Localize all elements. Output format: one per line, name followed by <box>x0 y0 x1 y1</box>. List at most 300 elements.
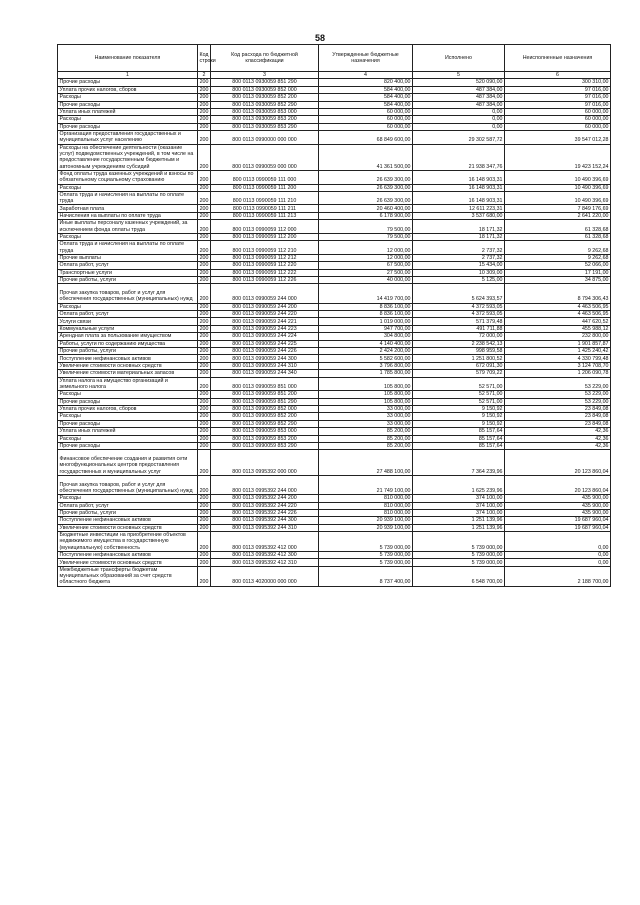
approved-amount-cell: 33 000,00 <box>319 420 413 427</box>
row-name-cell: Расходы <box>58 435 198 442</box>
unexecuted-amount-cell: 42,36 <box>505 428 611 435</box>
approved-amount-cell: 8 737 400,00 <box>319 566 413 586</box>
budget-code-cell: 800 0113 0990059 244 000 <box>211 284 319 303</box>
column-number: 2 <box>198 72 211 79</box>
header-unexecuted: Неисполненные назначения <box>505 45 611 72</box>
row-name-cell: Прочие работы, услуги <box>58 277 198 284</box>
row-name-cell: Оплата труда и начисления на выплаты по оплате труда <box>58 191 198 205</box>
row-name-cell: Расходы <box>58 413 198 420</box>
approved-amount-cell: 12 000,00 <box>319 241 413 255</box>
row-code-cell: 200 <box>198 277 211 284</box>
approved-amount-cell: 5 739 000,00 <box>319 532 413 552</box>
budget-code-cell: 800 0113 0990059 112 220 <box>211 262 319 269</box>
table-row <box>58 101 611 108</box>
executed-amount-cell: 52 571,00 <box>413 398 505 405</box>
row-name-cell: Уплата иных платежей <box>58 108 198 115</box>
row-code-cell: 200 <box>198 442 211 449</box>
approved-amount-cell: 79 500,00 <box>319 220 413 234</box>
row-name-cell: Межбюджетные трансферты бюджетам муниципальных образований за счет средств областного бюджета <box>58 566 198 586</box>
row-name-cell: Прочие работы, услуги <box>58 348 198 355</box>
approved-amount-cell: 304 800,00 <box>319 333 413 340</box>
table-row <box>58 362 611 369</box>
budget-code-cell: 800 0113 0990059 111 213 <box>211 212 319 219</box>
unexecuted-amount-cell: 61 328,68 <box>505 220 611 234</box>
executed-amount-cell: 0,00 <box>413 123 505 130</box>
approved-amount-cell: 810 000,00 <box>319 502 413 509</box>
executed-amount-cell: 18 171,32 <box>413 233 505 240</box>
budget-code-cell: 800 0113 0990059 112 226 <box>211 277 319 284</box>
approved-amount-cell: 14 419 700,00 <box>319 284 413 303</box>
executed-amount-cell: 1 625 239,96 <box>413 475 505 494</box>
budget-code-cell: 800 0113 0930059 852 000 <box>211 86 319 93</box>
executed-amount-cell: 1 251 139,96 <box>413 524 505 531</box>
approved-amount-cell: 20 939 100,00 <box>319 517 413 524</box>
row-name-cell: Расходы <box>58 495 198 502</box>
executed-amount-cell: 9 150,92 <box>413 413 505 420</box>
table-row <box>58 108 611 115</box>
budget-code-cell: 800 0113 0990059 112 000 <box>211 220 319 234</box>
row-code-cell: 200 <box>198 502 211 509</box>
row-name-cell: Оплата работ, услуг <box>58 262 198 269</box>
budget-code-cell: 800 0113 0990059 244 300 <box>211 355 319 362</box>
unexecuted-amount-cell: 60 000,00 <box>505 108 611 115</box>
row-name-cell: Начисления на выплаты по оплате труда <box>58 212 198 219</box>
approved-amount-cell: 40 000,00 <box>319 277 413 284</box>
table-row <box>58 398 611 405</box>
table-row <box>58 191 611 205</box>
executed-amount-cell: 579 709,22 <box>413 370 505 377</box>
page-number: 58 <box>314 33 325 43</box>
executed-amount-cell: 9 150,92 <box>413 420 505 427</box>
table-row <box>58 325 611 332</box>
approved-amount-cell: 60 000,00 <box>319 123 413 130</box>
approved-amount-cell: 85 200,00 <box>319 442 413 449</box>
approved-amount-cell: 810 000,00 <box>319 510 413 517</box>
table-row <box>58 333 611 340</box>
unexecuted-amount-cell: 300 310,00 <box>505 79 611 86</box>
budget-code-cell: 800 0113 0990059 244 225 <box>211 340 319 347</box>
row-code-cell: 200 <box>198 123 211 130</box>
approved-amount-cell: 68 849 600,00 <box>319 131 413 145</box>
table-row <box>58 86 611 93</box>
budget-code-cell: 800 0113 0990059 000 000 <box>211 144 319 170</box>
unexecuted-amount-cell: 10 490 396,69 <box>505 170 611 184</box>
budget-code-cell: 800 0113 0990059 852 000 <box>211 405 319 412</box>
table-row <box>58 566 611 586</box>
unexecuted-amount-cell: 23 849,08 <box>505 405 611 412</box>
row-code-cell: 200 <box>198 475 211 494</box>
unexecuted-amount-cell: 19 687 960,04 <box>505 524 611 531</box>
budget-code-cell: 800 0113 0995392 244 000 <box>211 475 319 494</box>
budget-code-cell: 800 0113 0990059 244 200 <box>211 303 319 310</box>
row-name-cell: Расходы <box>58 184 198 191</box>
row-code-cell: 200 <box>198 233 211 240</box>
table-row <box>58 340 611 347</box>
row-code-cell: 200 <box>198 108 211 115</box>
row-code-cell: 200 <box>198 510 211 517</box>
unexecuted-amount-cell: 232 800,00 <box>505 333 611 340</box>
unexecuted-amount-cell: 1 901 857,87 <box>505 340 611 347</box>
budget-code-cell: 800 0113 0995392 412 000 <box>211 532 319 552</box>
executed-amount-cell: 5 739 000,00 <box>413 532 505 552</box>
executed-amount-cell: 6 548 700,00 <box>413 566 505 586</box>
table-row <box>58 233 611 240</box>
row-code-cell: 200 <box>198 405 211 412</box>
unexecuted-amount-cell: 4 463 506,95 <box>505 303 611 310</box>
unexecuted-amount-cell: 53 229,00 <box>505 391 611 398</box>
executed-amount-cell: 374 100,00 <box>413 502 505 509</box>
executed-amount-cell: 52 571,00 <box>413 377 505 391</box>
approved-amount-cell: 584 400,00 <box>319 86 413 93</box>
table-row <box>58 435 611 442</box>
row-code-cell: 200 <box>198 311 211 318</box>
table-row <box>58 212 611 219</box>
row-code-cell: 200 <box>198 377 211 391</box>
budget-execution-table <box>57 44 611 587</box>
budget-code-cell: 800 0113 0990059 244 224 <box>211 333 319 340</box>
budget-code-cell: 800 0113 0995392 244 220 <box>211 502 319 509</box>
row-code-cell: 200 <box>198 333 211 340</box>
row-name-cell: Транспортные услуги <box>58 269 198 276</box>
row-name-cell: Уплата налога на имущество организаций и земельного налога <box>58 377 198 391</box>
row-code-cell: 200 <box>198 144 211 170</box>
row-name-cell: Прочие расходы <box>58 123 198 130</box>
executed-amount-cell: 2 238 542,13 <box>413 340 505 347</box>
unexecuted-amount-cell: 97 016,00 <box>505 101 611 108</box>
budget-code-cell: 800 0113 0990000 000 000 <box>211 131 319 145</box>
executed-amount-cell: 2 737,32 <box>413 254 505 261</box>
header-executed: Исполнено <box>413 45 505 72</box>
executed-amount-cell: 491 711,88 <box>413 325 505 332</box>
table-row <box>58 123 611 130</box>
column-number-row <box>58 72 611 79</box>
executed-amount-cell: 374 100,00 <box>413 495 505 502</box>
table-row <box>58 355 611 362</box>
executed-amount-cell: 4 372 593,05 <box>413 311 505 318</box>
row-code-cell: 200 <box>198 220 211 234</box>
table-row <box>58 502 611 509</box>
row-code-cell: 200 <box>198 552 211 559</box>
table-row <box>58 170 611 184</box>
executed-amount-cell: 1 251 139,96 <box>413 517 505 524</box>
budget-code-cell: 800 0113 0990059 851 290 <box>211 398 319 405</box>
row-code-cell: 200 <box>198 340 211 347</box>
row-code-cell: 200 <box>198 191 211 205</box>
budget-code-cell: 800 0113 0990059 244 220 <box>211 311 319 318</box>
unexecuted-amount-cell: 19 423 152,24 <box>505 144 611 170</box>
table-row <box>58 311 611 318</box>
row-name-cell: Оплата работ, услуг <box>58 311 198 318</box>
row-name-cell: Организация предоставления государственных и муниципальных услуг населению <box>58 131 198 145</box>
unexecuted-amount-cell: 4 330 799,48 <box>505 355 611 362</box>
table-row <box>58 495 611 502</box>
table-row <box>58 442 611 449</box>
header-row <box>58 45 611 72</box>
budget-code-cell: 800 0113 0990059 112 212 <box>211 254 319 261</box>
budget-code-cell: 800 0113 0930059 852 200 <box>211 94 319 101</box>
approved-amount-cell: 85 200,00 <box>319 428 413 435</box>
approved-amount-cell: 584 400,00 <box>319 94 413 101</box>
unexecuted-amount-cell: 1 425 240,42 <box>505 348 611 355</box>
row-name-cell: Увеличение стоимости основных средств <box>58 524 198 531</box>
unexecuted-amount-cell: 2 188 700,00 <box>505 566 611 586</box>
budget-code-cell: 800 0113 0990059 111 211 <box>211 205 319 212</box>
unexecuted-amount-cell: 19 687 960,04 <box>505 517 611 524</box>
approved-amount-cell: 5 582 600,00 <box>319 355 413 362</box>
approved-amount-cell: 26 639 300,00 <box>319 191 413 205</box>
approved-amount-cell: 60 000,00 <box>319 108 413 115</box>
budget-code-cell: 800 0113 0930059 852 290 <box>211 101 319 108</box>
unexecuted-amount-cell: 61 328,68 <box>505 233 611 240</box>
budget-code-cell: 800 0113 0990059 112 210 <box>211 241 319 255</box>
unexecuted-amount-cell: 60 000,00 <box>505 123 611 130</box>
executed-amount-cell: 85 157,64 <box>413 442 505 449</box>
budget-code-cell: 800 0113 0930059 851 290 <box>211 79 319 86</box>
row-name-cell: Поступление нефинансовых активов <box>58 355 198 362</box>
budget-code-cell: 800 0113 0990059 244 310 <box>211 362 319 369</box>
unexecuted-amount-cell: 0,00 <box>505 559 611 566</box>
row-code-cell: 200 <box>198 532 211 552</box>
approved-amount-cell: 810 000,00 <box>319 495 413 502</box>
table-row <box>58 510 611 517</box>
table-row <box>58 144 611 170</box>
executed-amount-cell: 4 372 593,05 <box>413 303 505 310</box>
budget-code-cell: 800 0113 0995392 000 000 <box>211 450 319 476</box>
row-code-cell: 200 <box>198 559 211 566</box>
executed-amount-cell: 7 364 239,96 <box>413 450 505 476</box>
row-name-cell: Расходы <box>58 303 198 310</box>
table-row <box>58 220 611 234</box>
table-row <box>58 405 611 412</box>
row-name-cell: Уплата иных платежей <box>58 428 198 435</box>
unexecuted-amount-cell: 8 794 306,43 <box>505 284 611 303</box>
row-code-cell: 200 <box>198 284 211 303</box>
row-name-cell: Прочие расходы <box>58 420 198 427</box>
approved-amount-cell: 26 639 300,00 <box>319 184 413 191</box>
table-row <box>58 94 611 101</box>
unexecuted-amount-cell: 4 463 506,95 <box>505 311 611 318</box>
header-approved: Утвержденные бюджетные назначения <box>319 45 413 72</box>
table-row <box>58 131 611 145</box>
budget-code-cell: 800 0113 0990059 244 223 <box>211 325 319 332</box>
row-code-cell: 200 <box>198 269 211 276</box>
table-row <box>58 413 611 420</box>
budget-code-cell: 800 0113 0930059 853 200 <box>211 116 319 123</box>
budget-code-cell: 800 0113 0990059 244 340 <box>211 370 319 377</box>
row-code-cell: 200 <box>198 303 211 310</box>
budget-code-cell: 800 0113 0995392 244 200 <box>211 495 319 502</box>
row-name-cell: Расходы <box>58 233 198 240</box>
budget-code-cell: 800 0113 0995392 244 226 <box>211 510 319 517</box>
row-name-cell: Расходы <box>58 391 198 398</box>
row-code-cell: 200 <box>198 116 211 123</box>
unexecuted-amount-cell: 3 124 708,70 <box>505 362 611 369</box>
table-row <box>58 254 611 261</box>
approved-amount-cell: 21 749 100,00 <box>319 475 413 494</box>
executed-amount-cell: 21 938 347,76 <box>413 144 505 170</box>
row-code-cell: 200 <box>198 391 211 398</box>
row-code-cell: 200 <box>198 517 211 524</box>
approved-amount-cell: 33 000,00 <box>319 413 413 420</box>
row-code-cell: 200 <box>198 131 211 145</box>
executed-amount-cell: 72 000,00 <box>413 333 505 340</box>
row-code-cell: 200 <box>198 86 211 93</box>
executed-amount-cell: 52 571,00 <box>413 391 505 398</box>
executed-amount-cell: 487 384,00 <box>413 94 505 101</box>
budget-code-cell: 800 0113 0990059 111 210 <box>211 191 319 205</box>
table-row <box>58 377 611 391</box>
row-name-cell: Прочие работы, услуги <box>58 510 198 517</box>
approved-amount-cell: 584 400,00 <box>319 101 413 108</box>
row-code-cell: 200 <box>198 212 211 219</box>
row-name-cell: Работы, услуги по содержанию имущества <box>58 340 198 347</box>
table-row <box>58 532 611 552</box>
budget-code-cell: 800 0113 0990059 851 000 <box>211 377 319 391</box>
approved-amount-cell: 8 836 100,00 <box>319 311 413 318</box>
budget-code-cell: 800 0113 0990059 851 200 <box>211 391 319 398</box>
row-code-cell: 200 <box>198 262 211 269</box>
table-row <box>58 348 611 355</box>
approved-amount-cell: 105 800,00 <box>319 398 413 405</box>
approved-amount-cell: 4 140 400,00 <box>319 340 413 347</box>
unexecuted-amount-cell: 2 641 220,00 <box>505 212 611 219</box>
budget-code-cell: 800 0113 0990059 853 290 <box>211 442 319 449</box>
executed-amount-cell: 0,00 <box>413 108 505 115</box>
row-name-cell: Коммунальные услуги <box>58 325 198 332</box>
table-row <box>58 524 611 531</box>
executed-amount-cell: 29 302 587,72 <box>413 131 505 145</box>
unexecuted-amount-cell: 7 849 176,69 <box>505 205 611 212</box>
row-name-cell: Увеличение стоимости основных средств <box>58 362 198 369</box>
row-name-cell: Увеличение стоимости основных средств <box>58 559 198 566</box>
header-name: Наименование показателя <box>58 45 198 72</box>
approved-amount-cell: 2 424 200,00 <box>319 348 413 355</box>
executed-amount-cell: 1 251 800,52 <box>413 355 505 362</box>
row-name-cell: Оплата труда и начисления на выплаты по оплате труда <box>58 241 198 255</box>
executed-amount-cell: 3 537 680,00 <box>413 212 505 219</box>
table-row <box>58 370 611 377</box>
column-number: 4 <box>319 72 413 79</box>
row-name-cell: Прочие расходы <box>58 101 198 108</box>
column-number: 6 <box>505 72 611 79</box>
unexecuted-amount-cell: 23 849,08 <box>505 420 611 427</box>
budget-code-cell: 800 0113 4020000 000 000 <box>211 566 319 586</box>
table-row <box>58 517 611 524</box>
budget-code-cell: 800 0113 0995392 244 300 <box>211 517 319 524</box>
row-name-cell: Бюджетные инвестиции на приобретение объектов недвижимого имущества в государственную (муниципальную) собственность <box>58 532 198 552</box>
unexecuted-amount-cell: 53 229,00 <box>505 377 611 391</box>
executed-amount-cell: 520 090,00 <box>413 79 505 86</box>
table-row <box>58 428 611 435</box>
row-name-cell: Заработная плата <box>58 205 198 212</box>
budget-code-cell: 800 0113 0995392 412 310 <box>211 559 319 566</box>
budget-code-cell: 800 0113 0995392 244 310 <box>211 524 319 531</box>
executed-amount-cell: 16 148 903,31 <box>413 184 505 191</box>
row-name-cell: Поступление нефинансовых активов <box>58 517 198 524</box>
unexecuted-amount-cell: 23 849,08 <box>505 413 611 420</box>
budget-code-cell: 800 0113 0990059 244 221 <box>211 318 319 325</box>
budget-code-cell: 800 0113 0990059 244 226 <box>211 348 319 355</box>
row-code-cell: 200 <box>198 435 211 442</box>
row-name-cell: Уплата прочих налогов, сборов <box>58 405 198 412</box>
unexecuted-amount-cell: 42,36 <box>505 442 611 449</box>
approved-amount-cell: 20 939 100,00 <box>319 524 413 531</box>
row-name-cell: Оплата работ, услуг <box>58 502 198 509</box>
row-code-cell: 200 <box>198 318 211 325</box>
unexecuted-amount-cell: 10 490 396,69 <box>505 191 611 205</box>
executed-amount-cell: 998 959,58 <box>413 348 505 355</box>
row-name-cell: Уплата прочих налогов, сборов <box>58 86 198 93</box>
table-row <box>58 303 611 310</box>
table-row <box>58 475 611 494</box>
executed-amount-cell: 18 171,32 <box>413 220 505 234</box>
unexecuted-amount-cell: 60 000,00 <box>505 116 611 123</box>
row-name-cell: Прочие расходы <box>58 398 198 405</box>
executed-amount-cell: 571 379,48 <box>413 318 505 325</box>
budget-code-cell: 800 0113 0995392 412 300 <box>211 552 319 559</box>
unexecuted-amount-cell: 0,00 <box>505 532 611 552</box>
approved-amount-cell: 20 460 400,00 <box>319 205 413 212</box>
unexecuted-amount-cell: 52 066,00 <box>505 262 611 269</box>
budget-code-cell: 800 0113 0930059 853 290 <box>211 123 319 130</box>
executed-amount-cell: 10 309,00 <box>413 269 505 276</box>
header-budget-code: Код расхода по бюджетной классификации <box>211 45 319 72</box>
executed-amount-cell: 5 739 000,00 <box>413 552 505 559</box>
approved-amount-cell: 3 796 800,00 <box>319 362 413 369</box>
budget-code-cell: 800 0113 0990059 852 200 <box>211 413 319 420</box>
executed-amount-cell: 2 737,32 <box>413 241 505 255</box>
approved-amount-cell: 79 500,00 <box>319 233 413 240</box>
row-code-cell: 200 <box>198 325 211 332</box>
unexecuted-amount-cell: 447 620,52 <box>505 318 611 325</box>
unexecuted-amount-cell: 42,36 <box>505 435 611 442</box>
executed-amount-cell: 5 125,00 <box>413 277 505 284</box>
row-name-cell: Иные выплаты персоналу казенных учреждений, за исключением фонда оплаты труда <box>58 220 198 234</box>
unexecuted-amount-cell: 0,00 <box>505 552 611 559</box>
executed-amount-cell: 85 157,64 <box>413 428 505 435</box>
row-name-cell: Поступление нефинансовых активов <box>58 552 198 559</box>
row-code-cell: 200 <box>198 362 211 369</box>
executed-amount-cell: 487 384,00 <box>413 101 505 108</box>
budget-code-cell: 800 0113 0990059 111 200 <box>211 184 319 191</box>
unexecuted-amount-cell: 34 875,00 <box>505 277 611 284</box>
table-row <box>58 552 611 559</box>
approved-amount-cell: 1 785 800,00 <box>319 370 413 377</box>
table-row <box>58 205 611 212</box>
approved-amount-cell: 6 178 900,00 <box>319 212 413 219</box>
budget-code-cell: 800 0113 0990059 853 200 <box>211 435 319 442</box>
unexecuted-amount-cell: 9 262,68 <box>505 254 611 261</box>
executed-amount-cell: 85 157,64 <box>413 435 505 442</box>
row-name-cell: Расходы на обеспечение деятельности (оказание услуг) подведомственных учреждений, в том числе на предоставление государственным бюджетным и автономным учреждениям субсидий <box>58 144 198 170</box>
budget-code-cell: 800 0113 0990059 852 290 <box>211 420 319 427</box>
unexecuted-amount-cell: 455 988,12 <box>505 325 611 332</box>
approved-amount-cell: 41 361 500,00 <box>319 144 413 170</box>
row-name-cell: Прочая закупка товаров, работ и услуг для обеспечения государственных (муниципальных) нужд <box>58 475 198 494</box>
unexecuted-amount-cell: 17 191,00 <box>505 269 611 276</box>
table-row <box>58 269 611 276</box>
row-code-cell: 200 <box>198 241 211 255</box>
unexecuted-amount-cell: 97 016,00 <box>505 94 611 101</box>
unexecuted-amount-cell: 435 900,00 <box>505 495 611 502</box>
approved-amount-cell: 60 000,00 <box>319 116 413 123</box>
row-name-cell: Арендная плата за пользование имуществом <box>58 333 198 340</box>
executed-amount-cell: 16 148 903,31 <box>413 170 505 184</box>
unexecuted-amount-cell: 435 900,00 <box>505 502 611 509</box>
executed-amount-cell: 672 091,30 <box>413 362 505 369</box>
row-code-cell: 200 <box>198 420 211 427</box>
executed-amount-cell: 12 611 223,31 <box>413 205 505 212</box>
